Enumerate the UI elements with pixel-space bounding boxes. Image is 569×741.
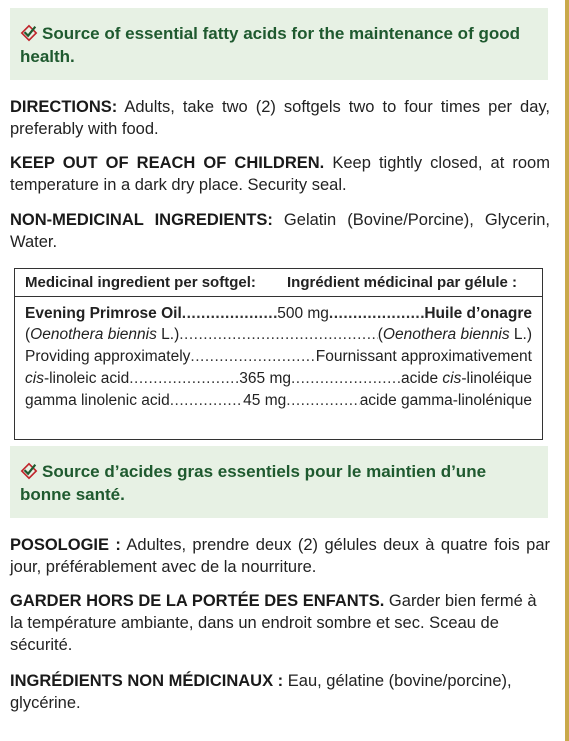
nonmed-text-fr: Eau, gélatine (bovine/porcine), glycérine. [10, 672, 512, 712]
table-row-primrose [25, 305, 532, 326]
latin-suffix: L.) [509, 326, 532, 343]
row-left [25, 370, 129, 388]
latin-suffix: L.) [156, 326, 180, 343]
cis-prefix: cis [25, 370, 44, 387]
table-row-latin [25, 326, 532, 347]
directions-text-fr: Adultes, prendre deux (2) gélules deux à quatre fois par jour, préférablement avec de la nourriture. [10, 536, 550, 576]
acid-name: -linoléique [461, 370, 533, 387]
table-row-providing [25, 348, 532, 369]
row-right: Fournissant approximativement [315, 348, 532, 365]
paren-open: ( [377, 326, 383, 343]
row-amount: 365 mg [239, 370, 291, 387]
claim-text-fr: Source d’acides gras essentiels pour le maintien d’une bonne santé. [20, 462, 487, 504]
header-en: Medicinal ingredient per softgel: [25, 274, 256, 291]
gold-edge-rule [565, 0, 569, 741]
row-right [401, 370, 532, 388]
ingredient-table-header [15, 269, 542, 297]
nonmed-en [10, 209, 550, 253]
ingredient-table [14, 268, 543, 440]
directions-en [10, 96, 550, 140]
row-left: Evening Primrose Oil [25, 305, 182, 322]
nonmed-label-fr: INGRÉDIENTS NON MÉDICINAUX : [10, 672, 284, 690]
acid-name: -linoleic acid [43, 370, 130, 387]
warning-text-en: Keep tightly closed, at room temperature in a dark dry place. Security seal. [10, 154, 550, 194]
checkmark-icon [20, 24, 38, 42]
directions-text-en: Adults, take two (2) softgels two to four times per day, preferably with food. [10, 98, 550, 138]
row-right [378, 326, 532, 344]
latin-name: Oenothera biennis [30, 326, 157, 343]
row-left: Providing approximately [25, 348, 191, 365]
header-fr: Ingrédient médicinal par gélule : [287, 274, 518, 291]
row-right: Huile d’onagre [424, 305, 533, 322]
paren-open: ( [25, 326, 31, 343]
directions-fr [10, 534, 550, 578]
acid-word: acide [401, 370, 443, 387]
row-amount: 500 mg [277, 305, 329, 322]
table-row-cis-linoleic [25, 370, 532, 391]
claim-box-en [10, 8, 548, 80]
nonmed-fr [10, 670, 550, 714]
directions-label-fr: POSOLOGIE : [10, 536, 121, 554]
checkmark-icon [20, 462, 38, 480]
warning-fr [10, 590, 550, 656]
row-right: acide gamma-linolénique [359, 392, 533, 409]
warning-label-en: KEEP OUT OF REACH OF CHILDREN. [10, 154, 325, 172]
nonmed-text-en: Gelatin (Bovine/Porcine), Glycerin, Water. [10, 211, 550, 251]
row-left [25, 326, 179, 344]
row-left: gamma linolenic acid [25, 392, 170, 409]
claim-box-fr [10, 446, 548, 518]
warning-label-fr: GARDER HORS DE LA PORTÉE DES ENFANTS. [10, 592, 385, 610]
table-row-gla [25, 392, 532, 413]
nonmed-label-en: NON-MEDICINAL INGREDIENTS: [10, 211, 273, 229]
directions-label-en: DIRECTIONS: [10, 98, 118, 116]
warning-en [10, 152, 550, 196]
cis-prefix: cis [442, 370, 462, 387]
claim-text-en: Source of essential fatty acids for the maintenance of good health. [20, 24, 520, 66]
row-amount: 45 mg [243, 392, 287, 409]
warning-text-fr: Garder bien fermé à la température ambiante, dans un endroit sombre et sec. Sceau de sécurité. [10, 592, 537, 654]
latin-name: Oenothera biennis [382, 326, 510, 343]
